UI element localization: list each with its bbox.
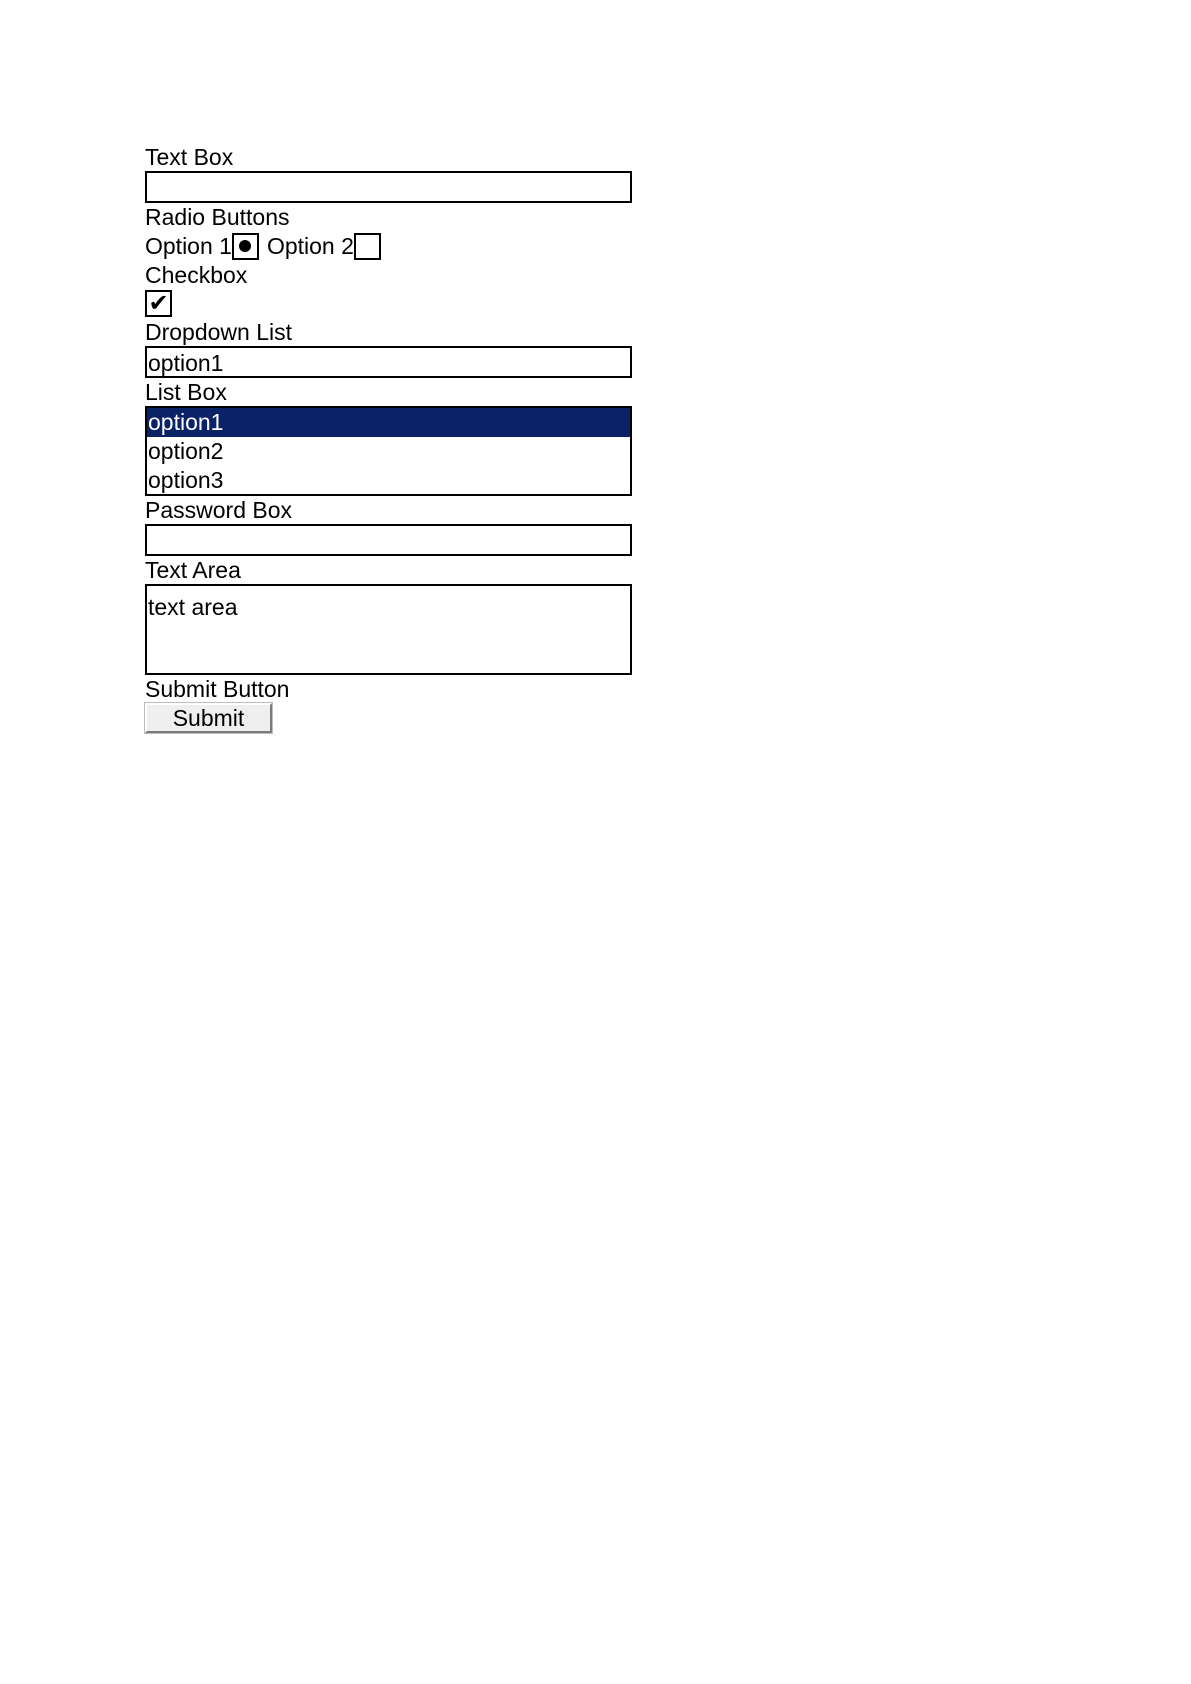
radio-option-1[interactable] <box>232 233 259 260</box>
textbox-input[interactable] <box>145 171 632 203</box>
listbox-label: List Box <box>145 379 227 405</box>
textarea-input[interactable]: text area <box>145 584 632 675</box>
listbox-option-1[interactable]: option1 <box>147 408 630 437</box>
checkbox-label: Checkbox <box>145 262 248 288</box>
textbox-label: Text Box <box>145 144 234 170</box>
listbox-option-2[interactable]: option2 <box>148 438 224 464</box>
dropdown-label: Dropdown List <box>145 319 293 345</box>
radio-selected-dot-icon <box>239 240 251 252</box>
checkbox-row <box>145 288 632 318</box>
radio-option-2-label: Option 2 <box>266 232 354 259</box>
form <box>145 143 632 733</box>
radio-option-1-label: Option 1 <box>145 232 232 259</box>
submit-button[interactable]: Submit <box>145 703 272 733</box>
radio-option-2[interactable] <box>354 233 381 260</box>
listbox[interactable] <box>145 406 632 496</box>
checkmark-icon: ✔ <box>148 289 169 317</box>
radio-buttons-label: Radio Buttons <box>145 204 290 230</box>
listbox-option-3[interactable]: option3 <box>148 467 224 493</box>
submit-label: Submit Button <box>145 676 290 702</box>
password-input[interactable] <box>145 524 632 556</box>
dropdown-select[interactable]: option1 <box>145 346 632 378</box>
password-label: Password Box <box>145 497 293 523</box>
radio-group <box>145 231 632 261</box>
textarea-label: Text Area <box>145 557 241 583</box>
checkbox[interactable] <box>145 290 172 317</box>
